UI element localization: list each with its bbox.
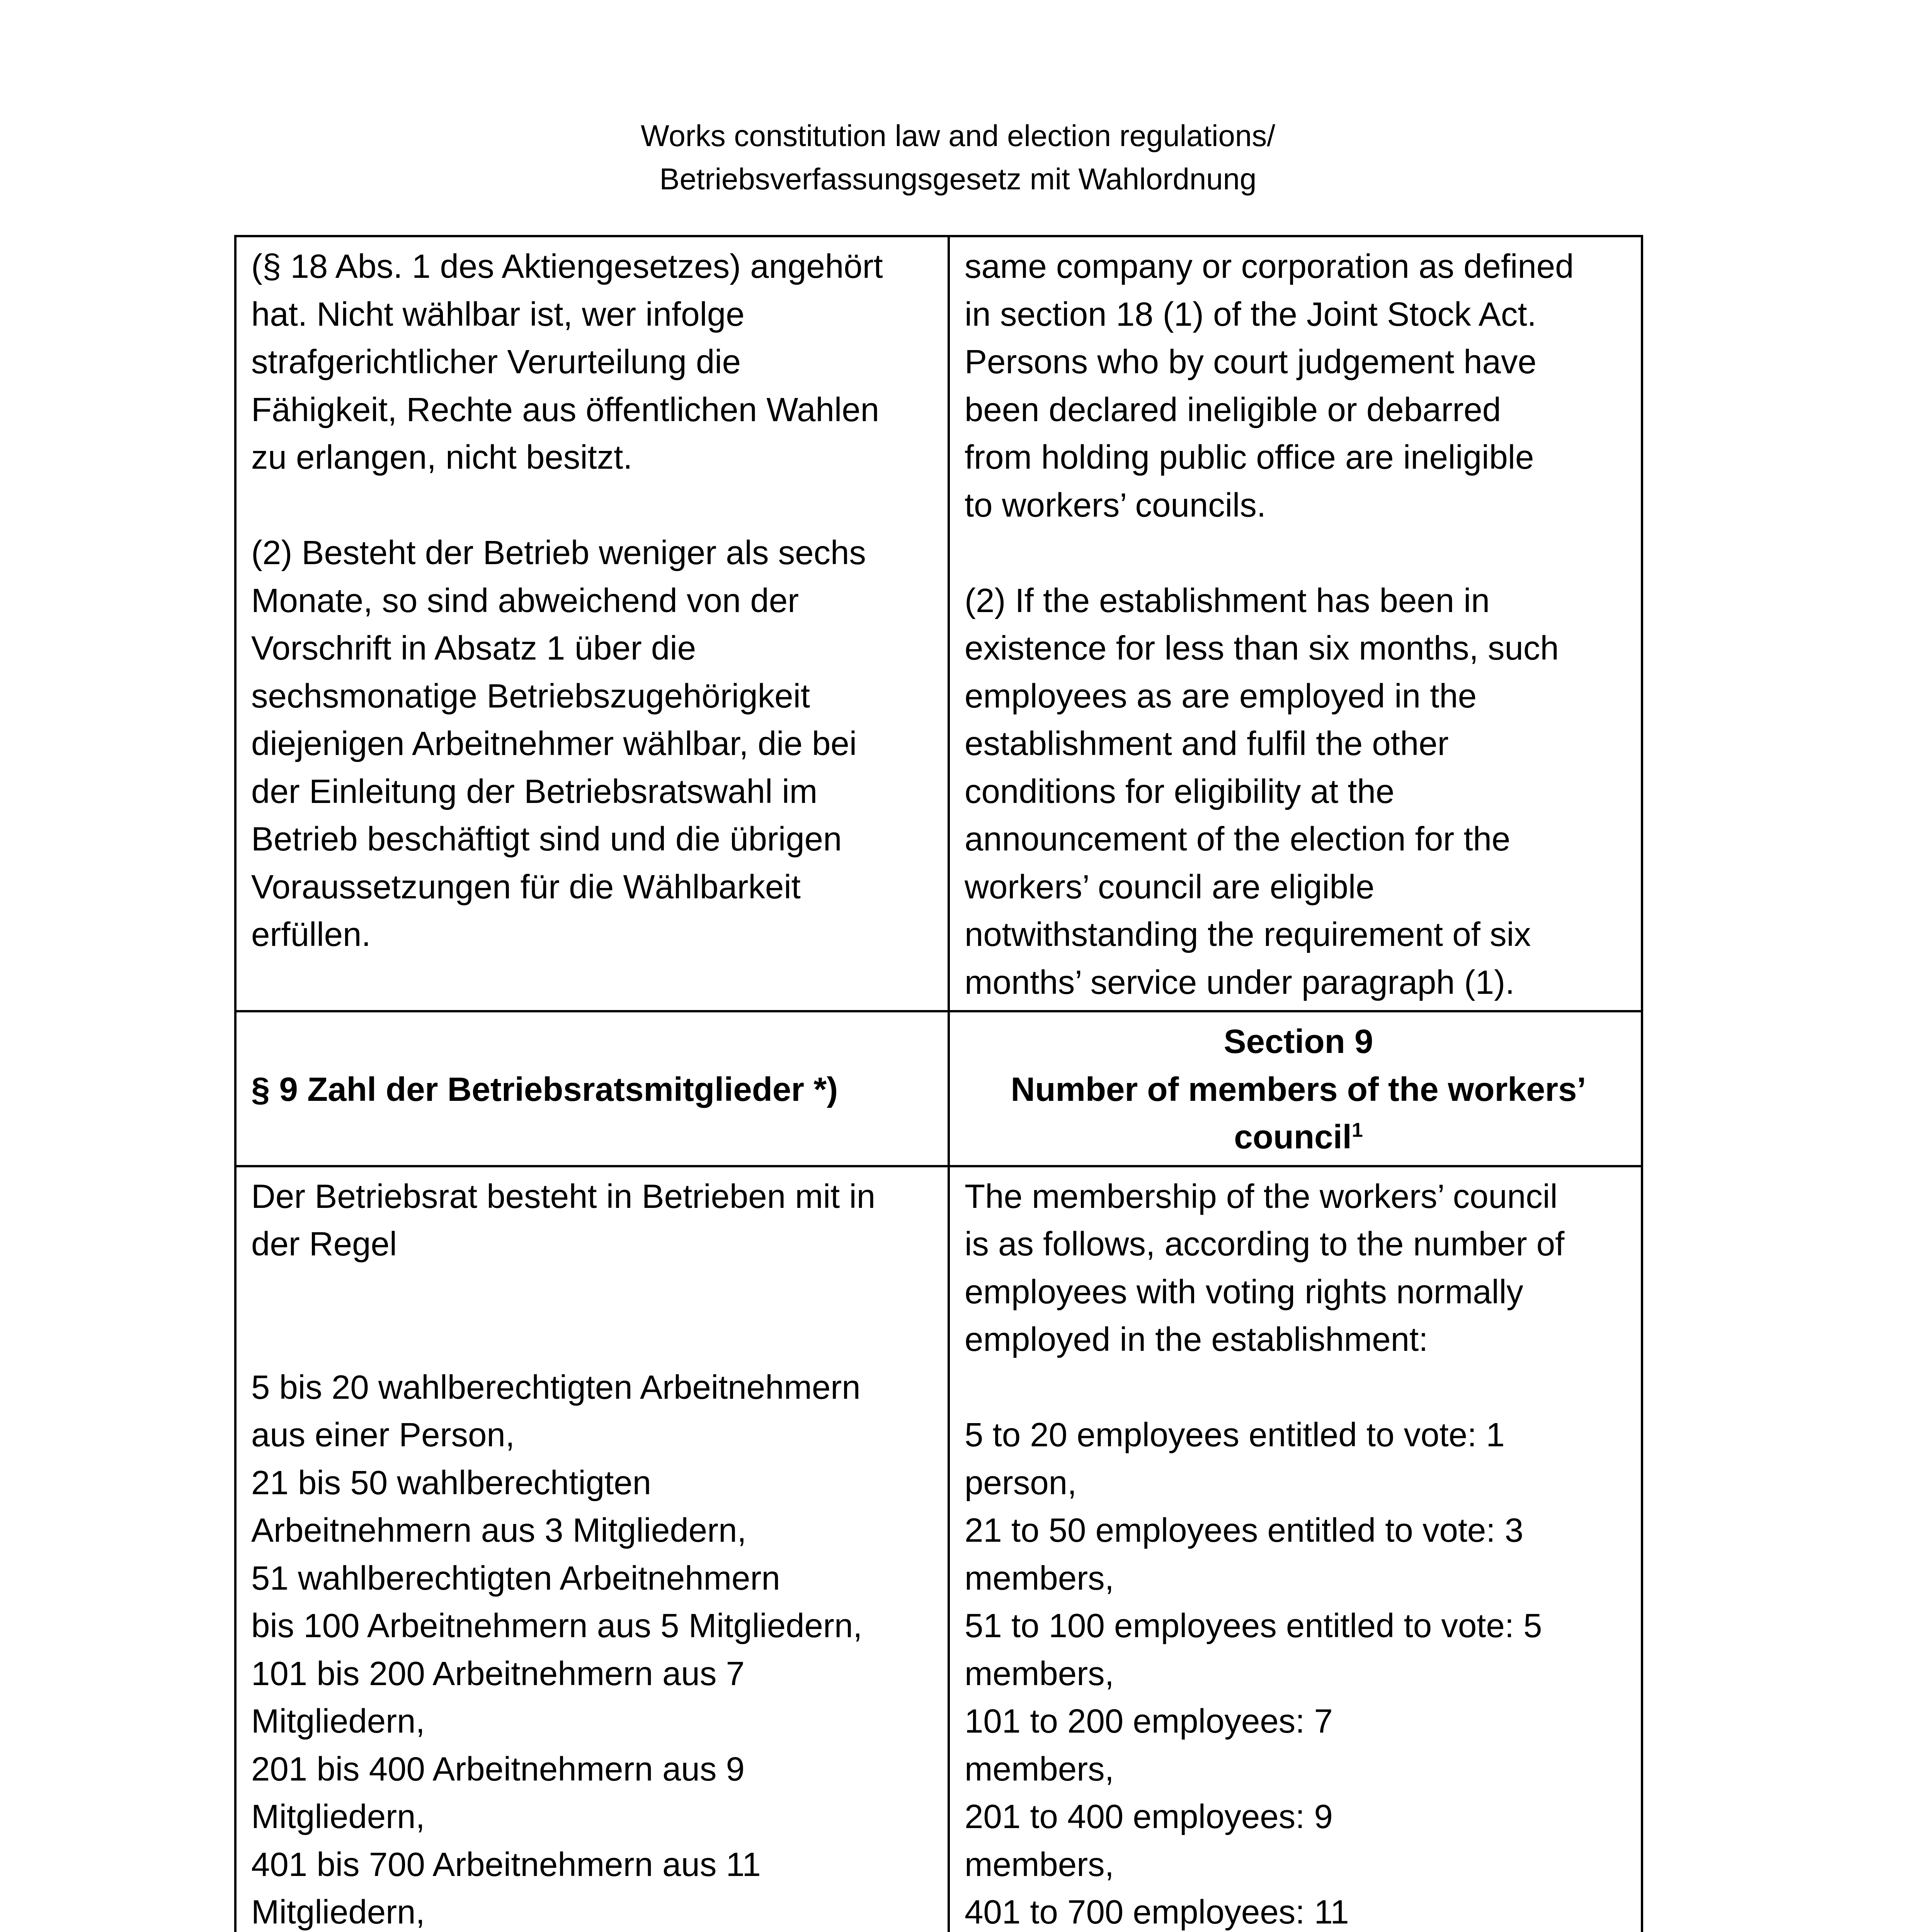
- german-text-cell: [235, 236, 949, 1011]
- german-paragraph: (§ 18 Abs. 1 des Aktiengesetzes) angehört hat. Nicht wählbar ist, wer infolge strafgerichtlicher Verurteilung die Fähigkeit, Rechte aus öffentlichen Wahlen zu erlangen, nicht besitzt.: [251, 248, 883, 476]
- german-paragraph: Der Betriebsrat besteht in Betrieben mit in der Regel: [251, 1177, 876, 1263]
- english-section-heading: [949, 1011, 1642, 1166]
- english-text-cell: [949, 236, 1642, 1011]
- table-row: [235, 1166, 1642, 1932]
- footnote-mark: 1: [1351, 1119, 1363, 1141]
- german-text-cell: [235, 1166, 949, 1932]
- table-row: [235, 236, 1642, 1011]
- section-title-line-end: council$^1$: [1234, 1118, 1363, 1156]
- english-member-list: 5 to 20 employees entitled to vote: 1 person, 21 to 50 employees entitled to vote: 3 members, 51 to 100 employees entitled to vote: 5 members, 101 to 200 employees: 7 members, 201 to 400 employees: 9 members, 401 to 700 employees: 11: [965, 1416, 1542, 1931]
- bilingual-law-table: [234, 235, 1643, 1932]
- section-heading-row: [235, 1011, 1642, 1166]
- header-title-german: Betriebsverfassungsgesetz mit Wahlordnung: [659, 162, 1257, 196]
- german-section-heading: § 9 Zahl der Betriebsratsmitglieder *): [235, 1011, 949, 1166]
- german-member-list: 5 bis 20 wahlberechtigten Arbeitnehmern aus einer Person, 21 bis 50 wahlberechtigten Arbeitnehmern aus 3 Mitgliedern, 51 wahlberechtigten Arbeitnehmern bis 100 Arbeitnehmern aus 5 Mitgliedern, 101 bis 200 Arbeitnehmern aus 7 Mitgliedern, 201 bis 400 Arbeitnehmern aus 9 Mitgliedern, 401 bis 700 Arbeitnehmern aus 11 Mitgliedern,: [251, 1368, 863, 1931]
- german-paragraph: (2) Besteht der Betrieb weniger als sechs Monate, so sind abweichend von der Vorschrift in Absatz 1 über die sechsmonatige Betriebszugehörigkeit diejenigen Arbeitnehmer wählbar, die bei der Einleitung der Betriebsratswahl im Betrieb beschäftigt sind und die übrigen Voraussetzungen für die Wählbarkeit erfüllen.: [251, 534, 866, 953]
- section-title-line: Number of members of the workers’: [1011, 1070, 1586, 1108]
- header-title-english: Works constitution law and election regulations/: [641, 119, 1275, 153]
- section-number: Section 9: [1223, 1023, 1373, 1060]
- english-text-cell: [949, 1166, 1642, 1932]
- english-paragraph: (2) If the establishment has been in existence for less than six months, such employees as are employed in the establishment and fulfil the other conditions for eligibility at the announcement of the election for the workers’ council are eligible notwithstanding the requirement of six months’ service under paragraph (1).: [965, 582, 1559, 1001]
- english-paragraph: same company or corporation as defined in section 18 (1) of the Joint Stock Act. Persons who by court judgement have been declared ineligible or debarred from holding public office are ineligible to workers’ councils.: [965, 248, 1574, 524]
- english-paragraph: The membership of the workers’ council is as follows, according to the number of employees with voting rights normally employed in the establishment:: [965, 1177, 1565, 1358]
- page-header: [0, 114, 1916, 201]
